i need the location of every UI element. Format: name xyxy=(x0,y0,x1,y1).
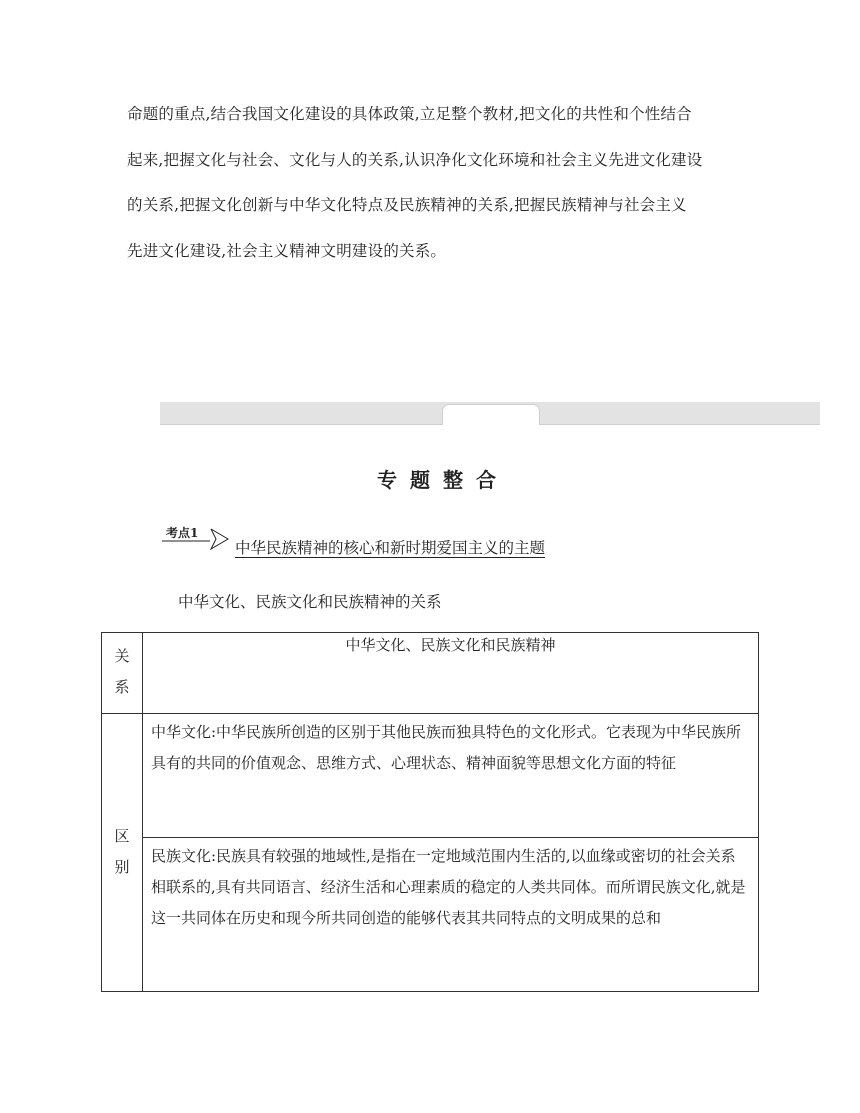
diff-label-char: 别 xyxy=(114,858,130,876)
table-cell: 民族文化:民族具有较强的地域性,是指在一定地域范围内生活的,以血缘或密切的社会关系相联系的,具有共同语言、经济生活和心理素质的稳定的人类共同体。而所谓民族文化,就是这一共同体在历史和现今所共同创造的能够代表其共同特点的文明成果的总和 xyxy=(143,838,759,992)
divider-tab xyxy=(442,404,540,425)
table-row xyxy=(102,838,759,992)
section-divider xyxy=(160,402,820,425)
head-label-char: 系 xyxy=(114,678,130,696)
section-title: 专题整合 xyxy=(377,468,509,492)
table-row xyxy=(102,633,759,714)
intro-paragraph xyxy=(127,92,747,274)
kaodian-label: 考点1 xyxy=(166,526,199,540)
table-row xyxy=(102,714,759,838)
kaodian-topic: 中华民族精神的核心和新时期爱国主义的主题 xyxy=(235,539,546,557)
kaodian-marker xyxy=(162,524,234,550)
head-label-char: 关 xyxy=(114,647,130,665)
intro-line: 命题的重点,结合我国文化建设的具体政策,立足整个教材,把文化的共性和个性结合 xyxy=(127,105,692,123)
head-label-cell xyxy=(102,633,143,714)
intro-line: 先进文化建设,社会主义精神文明建设的关系。 xyxy=(127,241,447,260)
relation-table xyxy=(101,632,759,992)
diff-label-cell xyxy=(102,714,143,992)
head-content-cell: 中华文化、民族文化和民族精神 xyxy=(143,633,759,714)
intro-line: 的关系,把握文化创新与中华文化特点及民族精神的关系,把握民族精神与社会主义 xyxy=(127,196,687,214)
diff-label-char: 区 xyxy=(114,827,130,845)
table-cell: 中华文化:中华民族所创造的区别于其他民族而独具特色的文化形式。它表现为中华民族所具有的共同的价值观念、思维方式、心理状态、精神面貌等思想文化方面的特征 xyxy=(143,714,759,838)
table-title: 中华文化、民族文化和民族精神的关系 xyxy=(178,593,442,611)
intro-line: 起来,把握文化与社会、文化与人的关系,认识净化文化环境和社会主义先进文化建设 xyxy=(127,150,703,169)
